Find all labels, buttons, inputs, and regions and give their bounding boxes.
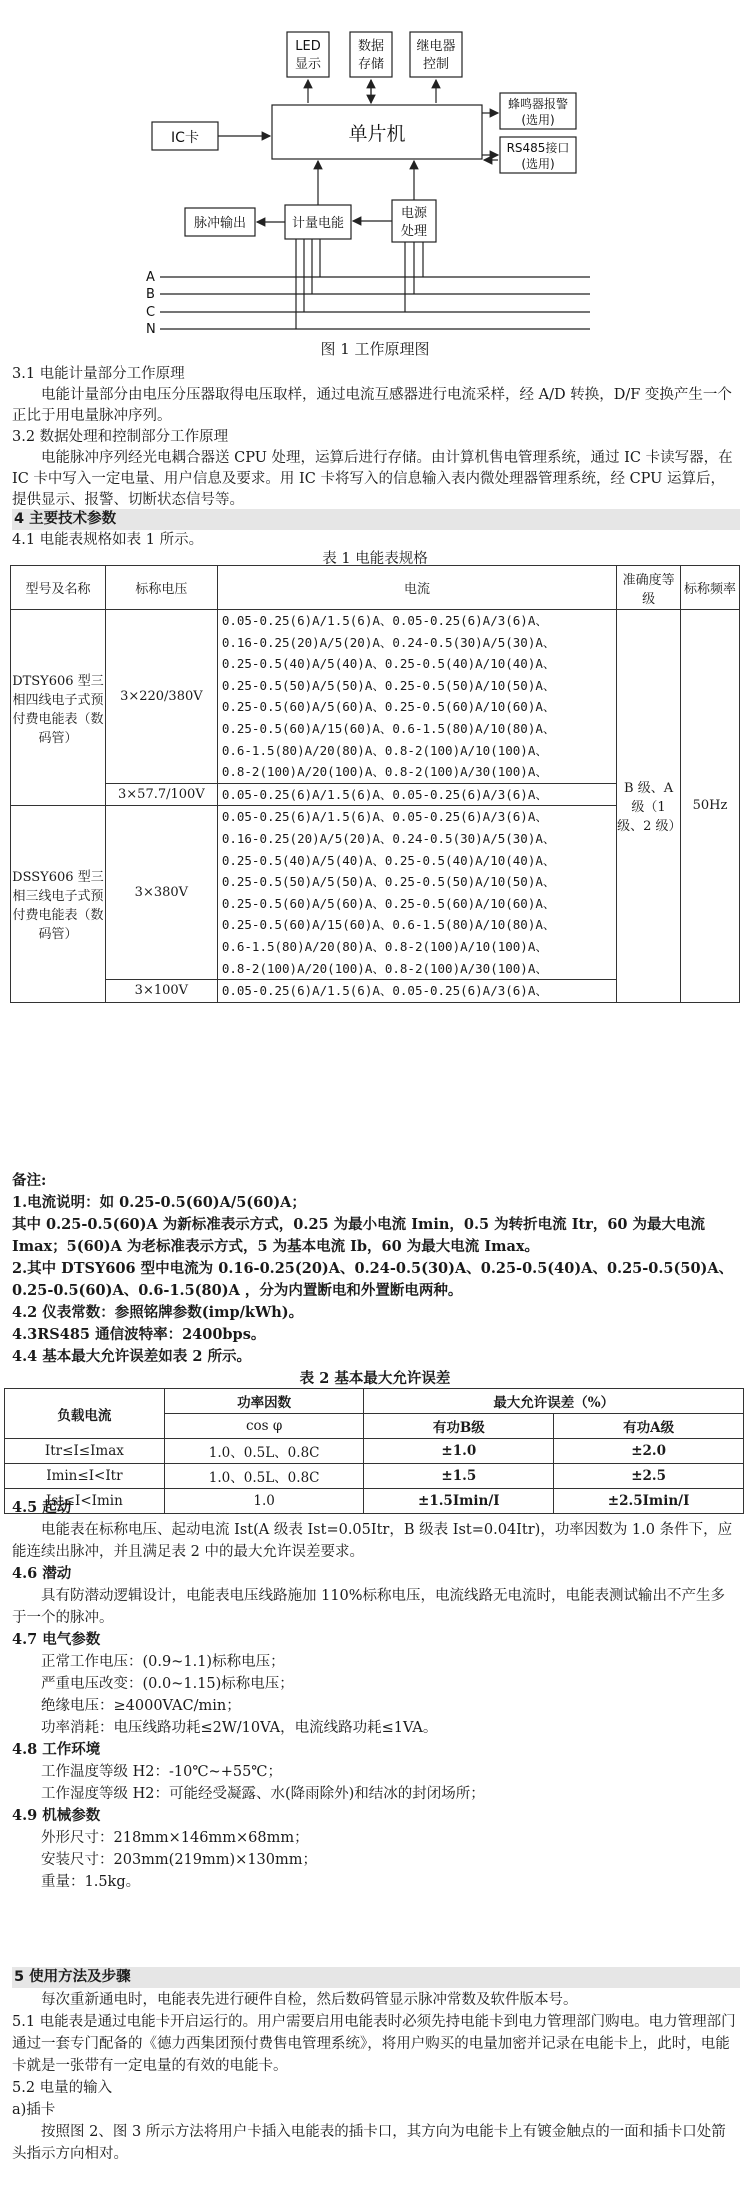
table-2 [4, 1388, 744, 1514]
environment-param: 工作湿度等级 H2：可能经受凝露、水(降雨除外)和结冰的封闭场所； [41, 1786, 485, 1802]
section-4-heading: 4 主要技术参数 [12, 509, 740, 530]
section-4-7-title: 4.7 电气参数 [12, 1631, 101, 1648]
line-label-c: C [146, 305, 156, 320]
section-3-1-title: 3.1 电能计量部分工作原理 [12, 366, 185, 382]
notes-block [12, 1170, 738, 1390]
section-4-5-body: 电能表在标称电压、起动电流 Ist(A 级表 Ist=0.05Itr，B 级表 Ist=0.04Itr)，功率因数为 1.0 条件下，应能连续出脉冲，并且满足表 2 中的最大允许误差要求。 [12, 1522, 733, 1560]
current-line: 0.25-0.5(60)A/5(60)A、0.25-0.5(60)A/10(60)A、 [221, 895, 556, 911]
table-cell: ±2.5Imin/I [554, 1489, 744, 1514]
buzzer-label-2: (选用) [521, 113, 555, 127]
section-5-heading: 5 使用方法及步骤 [12, 1967, 740, 1988]
section-5-intro: 每次重新通电时，电能表先进行硬件自检，然后数码管显示脉冲常数及软件版本号。 [41, 1992, 578, 2008]
section-4-6-body: 具有防潜动逻辑设计，电能表电压线路施加 110%标称电压，电流线路无电流时，电能表测试输出不产生多于一个的脉冲。 [12, 1588, 726, 1626]
table-1-header-frequency: 标称频率 [681, 566, 740, 610]
current-line: 0.25-0.5(40)A/5(40)A、0.25-0.5(40)A/10(40)A、 [221, 852, 556, 868]
power-label-1: 电源 [400, 206, 428, 221]
led-display-label-2: 显示 [294, 57, 322, 72]
table-cell: ±1.5Imin/I [364, 1489, 554, 1514]
current-line: 0.8-2(100)A/20(100)A、0.8-2(100)A/30(100)A、 [221, 960, 548, 976]
section-5-1: 5.1 电能表是通过电能卡开启运行的。用户需要启用电能表时必须先持电能卡到电力管理部门购电。电力管理部门通过一套专门配备的《德力西集团预付费售电管理系统》，将用户购买的电量加密并记录在电能卡上，此时，电能卡就是一张带有一定电量的有效的电能卡。 [12, 2014, 736, 2074]
current-line: 0.05-0.25(6)A/1.5(6)A、0.05-0.25(6)A/3(6)A、 [221, 613, 548, 628]
table-cell: ±2.0 [554, 1439, 744, 1464]
table-cell: Imin≤I<Itr [5, 1464, 165, 1489]
table-1-voltage-1: 3×220/380V [105, 610, 217, 784]
table-1-model-2: DSSY606 型三相三线电子式预付费电能表（数码管） [11, 806, 106, 1002]
environment-param: 工作温度等级 H2：-10℃~+55℃； [41, 1764, 283, 1780]
table-1-frequency: 50Hz [681, 610, 740, 1003]
table-2-header-a: 有功A级 [554, 1414, 744, 1439]
mechanical-param: 安装尺寸：203mm(219mm)×130mm； [41, 1852, 317, 1868]
table-1-header-current: 电流 [217, 566, 616, 610]
current-line: 0.6-1.5(80)A/20(80)A、0.8-2(100)A/10(100)A、 [221, 742, 548, 758]
pulse-output-label: 脉冲输出 [193, 216, 247, 231]
table-2-header-pf: 功率因数 [164, 1389, 364, 1414]
sections-4-5-to-4-9 [12, 1497, 738, 1893]
table-cell: ±1.5 [364, 1464, 554, 1489]
section-3-2-body: 电能脉冲序列经光电耦合器送 CPU 处理，运算后进行存储。由计算机售电管理系统，通过 IC 卡读写器，在 IC 卡中写入一定电量、用户信息及要求。用 IC 卡将写入的信息输入表内微处理器管理系统，经 CPU 运算后，提供显示、报警、切断状态信号等。 [12, 450, 733, 508]
table-1-header-accuracy: 准确度等级 [617, 566, 681, 610]
current-line: 0.05-0.25(6)A/1.5(6)A、0.05-0.25(6)A/3(6)A、 [221, 809, 548, 825]
line-label-b: B [146, 287, 155, 302]
table-1-header-model: 型号及名称 [11, 566, 106, 610]
mcu-label: 单片机 [348, 123, 406, 145]
mechanical-param: 外形尺寸：218mm×146mm×68mm； [41, 1830, 309, 1846]
data-storage-label-1: 数据 [357, 39, 385, 54]
table-1-currents-2: 0.05-0.25(6)A/1.5(6)A、0.05-0.25(6)A/3(6)A、 [217, 783, 616, 806]
table-2-header-load: 负载电流 [5, 1389, 165, 1439]
section-5-2-title: 5.2 电量的输入 [12, 2080, 113, 2096]
table-1-model-1: DTSY606 型三相四线电子式预付费电能表（数码管） [11, 610, 106, 806]
note-1: 1.电流说明：如 0.25-0.5(60)A/5(60)A； [12, 1194, 306, 1211]
current-line: 0.25-0.5(40)A/5(40)A、0.25-0.5(40)A/10(40)A、 [221, 656, 556, 672]
current-line: 0.25-0.5(50)A/5(50)A、0.25-0.5(50)A/10(50)A、 [221, 874, 556, 890]
table-2-header-b: 有功B级 [364, 1414, 554, 1439]
table-cell: 1.0、0.5L、0.8C [164, 1439, 364, 1464]
electrical-param: 功率消耗：电压线路功耗≤2W/10VA，电流线路功耗≤1VA。 [41, 1720, 438, 1736]
table-1-accuracy: B 级、A 级（1 级、2 级） [617, 610, 681, 1003]
table-cell: Itr≤I≤Imax [5, 1439, 165, 1464]
electrical-param: 严重电压改变：(0.0~1.15)标称电压； [41, 1676, 294, 1692]
section-5-2-body: 按照图 2、图 3 所示方法将用户卡插入电能表的插卡口，其方向为电能卡上有镀金触点的一面和插卡口处箭头指示方向相对。 [12, 2124, 726, 2162]
power-label-2: 处理 [400, 224, 428, 239]
section-3-1 [12, 364, 738, 511]
current-line: 0.25-0.5(50)A/5(50)A、0.25-0.5(50)A/10(50)A、 [221, 677, 556, 693]
rs485-label-1: RS485接口 [506, 141, 570, 155]
section-3-1-body: 电能计量部分由电压分压器取得电压取样，通过电流互感器进行电流采样，经 A/D 转换，D/F 变换产生一个正比于用电量脉冲序列。 [12, 387, 732, 424]
table-cell: Ist≤I<Imin [5, 1489, 165, 1514]
rs485-label-2: (选用) [521, 157, 555, 171]
metering-label: 计量电能 [291, 216, 345, 231]
current-line: 0.25-0.5(60)A/15(60)A、0.6-1.5(80)A/10(80)A、 [221, 917, 556, 933]
section-4-4: 4.4 基本最大允许误差如表 2 所示。 [12, 1348, 251, 1365]
table-cell: ±2.5 [554, 1464, 744, 1489]
current-line: 0.6-1.5(80)A/20(80)A、0.8-2(100)A/10(100)A、 [221, 938, 548, 954]
table-1-voltage-3: 3×380V [105, 806, 217, 980]
table-1-title: 表 1 电能表规格 [322, 551, 428, 567]
relay-control-label-1: 继电器 [416, 39, 456, 54]
table-row [5, 1439, 744, 1464]
note-1-detail: 其中 0.25-0.5(60)A 为新标准表示方式，0.25 为最小电流 Imin，0.5 为转折电流 Itr，60 为最大电流 Imax；5(60)A 为老标准表示方式，5 为基本电流 Ib，60 为最大电流 Imax。 [12, 1216, 706, 1255]
section-4-2: 4.2 仪表常数：参照铭牌参数(imp/kWh)。 [12, 1304, 304, 1321]
table-cell: 1.0 [164, 1489, 364, 1514]
electrical-param: 正常工作电压：(0.9~1.1)标称电压； [41, 1654, 285, 1670]
current-line: 0.8-2(100)A/20(100)A、0.8-2(100)A/30(100)A、 [221, 764, 548, 780]
line-label-a: A [146, 270, 155, 285]
relay-control-label-2: 控制 [422, 57, 450, 72]
working-principle-diagram [0, 0, 750, 360]
table-1-currents-4: 0.05-0.25(6)A/1.5(6)A、0.05-0.25(6)A/3(6)A、 [217, 980, 616, 1003]
section-4-6-title: 4.6 潜动 [12, 1565, 72, 1582]
section-5-block [12, 1989, 738, 2165]
current-line: 0.25-0.5(60)A/5(60)A、0.25-0.5(60)A/10(60)A、 [221, 699, 556, 715]
table-2-header-pf-sub: cos φ [164, 1414, 364, 1439]
electrical-param: 绝缘电压：≥4000VAC/min； [41, 1698, 241, 1714]
led-display-label-1: LED [295, 39, 321, 54]
figure-caption: 图 1 工作原理图 [320, 340, 430, 358]
current-line: 0.16-0.25(20)A/5(20)A、0.24-0.5(30)A/5(30)A、 [221, 634, 556, 650]
table-1-header-voltage: 标称电压 [105, 566, 217, 610]
mechanical-param: 重量：1.5kg。 [41, 1874, 141, 1890]
table-1-currents-3 [217, 806, 616, 980]
table-1 [10, 565, 740, 1003]
table-cell: 1.0、0.5L、0.8C [164, 1464, 364, 1489]
table-cell: ±1.0 [364, 1439, 554, 1464]
section-5-2-a: a)插卡 [12, 2102, 56, 2118]
table-1-currents-1 [217, 610, 616, 784]
section-4-8-title: 4.8 工作环境 [12, 1741, 101, 1758]
section-3-2-title: 3.2 数据处理和控制部分工作原理 [12, 429, 229, 445]
section-4-9-title: 4.9 机械参数 [12, 1807, 101, 1824]
current-line: 0.16-0.25(20)A/5(20)A、0.24-0.5(30)A/5(30)A、 [221, 830, 556, 846]
table-2-title: 表 2 基本最大允许误差 [299, 1370, 451, 1387]
data-storage-label-2: 存储 [357, 57, 385, 72]
table-1-voltage-2: 3×57.7/100V [105, 783, 217, 806]
notes-heading: 备注: [12, 1172, 47, 1189]
line-label-n: N [146, 322, 156, 337]
section-4-5-title: 4.5 起动 [12, 1499, 72, 1516]
note-2: 2.其中 DTSY606 型中电流为 0.16-0.25(20)A、0.24-0.5(30)A、0.25-0.5(40)A、0.25-0.5(50)A、0.25-0.5(60)A、0.6-1.5(80)A ，分为内置断电和外置断电两种。 [12, 1260, 734, 1299]
ic-card-label: IC卡 [171, 130, 199, 146]
table-1-voltage-4: 3×100V [105, 980, 217, 1003]
section-4-1: 4.1 电能表规格如表 1 所示。 [12, 532, 204, 548]
buzzer-label-1: 蜂鸣器报警 [507, 97, 569, 111]
current-line: 0.25-0.5(60)A/15(60)A、0.6-1.5(80)A/10(80)A、 [221, 720, 556, 736]
table-row [5, 1464, 744, 1489]
table-2-header-error: 最大允许误差（%） [364, 1389, 744, 1414]
section-4-3: 4.3RS485 通信波特率：2400bps。 [12, 1326, 266, 1343]
